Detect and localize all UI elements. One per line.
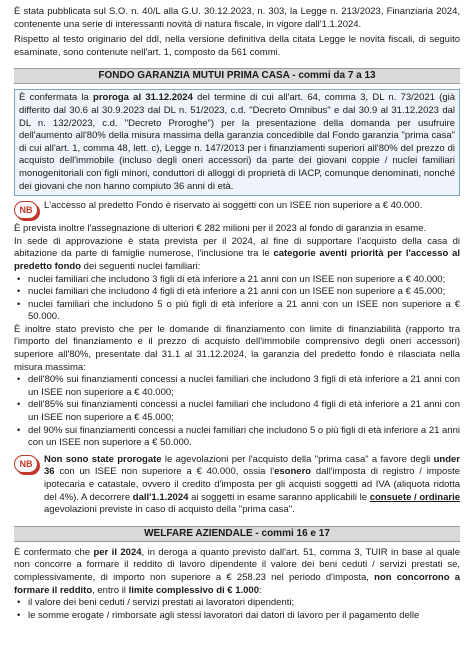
section-title-welfare: WELFARE AZIENDALE - commi 16 e 17: [14, 526, 460, 542]
nb2-bold-1: Non sono state prorogate: [44, 453, 162, 465]
nb2-text-1: le agevolazioni per l'acquisto della "prima casa" a favore degli: [161, 453, 434, 465]
list-item: • nuclei familiari che includono 5 o più figli di età inferiore a 21 anni con un ISEE non superiore a € 50.000.: [14, 299, 460, 324]
welfare-bold-2: non concorrono a formare il reddito: [14, 571, 460, 596]
nb2-bold-5: consuete / ordinarie: [369, 491, 460, 503]
nb-note-isee: [14, 200, 460, 219]
nb2-bold-2: under 36: [44, 453, 460, 478]
list-item: • nuclei familiari che includono 3 figli di età inferiore a 21 anni con un ISEE non superiore a € 40.000;: [14, 274, 460, 287]
proroga-paragraph: [19, 92, 455, 193]
priorita-text-2: dei seguenti nuclei familiari:: [81, 260, 201, 272]
nb2-bold-3: esonero: [274, 466, 312, 478]
welfare-text-1: È confermato che: [14, 546, 94, 558]
paragraph-limite-finanziabilita: È inoltre stato previsto che per le domande di finanziamento con limite di finanziabilità (rapporto tra l'importo del finanziamento e il prezzo di acquisto dell'immobile comprensivo degli oneri accessori) superiore all'80%, presentate dal 31.1 al 31.12.2024, la garanzia del predetto fondo è rilasciata nella misura massima:: [14, 323, 460, 373]
nb2-text-2: con un ISEE non superiore a € 40.000, ossia l': [54, 466, 275, 478]
welfare-text-2: , in deroga a quanto previsto dall'art. 51, comma 3, TUIR in base al quale non concorre a formare il reddito di lavoro dipendente il valore dei beni ceduti / servizi prestati se, complessivamente, di importo non superiore a € 258.23 nel periodo d'imposta,: [14, 546, 460, 583]
intro-paragraph-1: È stata pubblicata sul S.O. n. 40/L alla G.U. 30.12.2023, n. 303, la Legge n. 213/2023, Finanziaria 2024, contenente una serie di interessanti novità di natura fiscale, in vigore dall'1.1.2024.: [14, 6, 460, 30]
nb-under36-text: [44, 454, 460, 517]
welfare-text-4: :: [258, 584, 262, 596]
bullet-list-welfare: [14, 597, 460, 622]
nb2-bold-4: dall'1.1.2024: [132, 491, 189, 503]
paragraph-welfare: [14, 547, 460, 597]
bullet-list-garanzia: [14, 374, 460, 450]
nb2-text-4: ai soggetti in esame saranno applicabili le: [188, 491, 370, 503]
list-item: • il valore dei beni ceduti / servizi prestati ai lavoratori dipendenti;: [14, 597, 460, 610]
priorita-bold: categorie aventi priorità per l'accesso al predetto fondo: [14, 248, 461, 272]
bullet-list-nuclei: [14, 274, 460, 324]
nb2-text-3: dall'imposta di registro / imposte ipotecaria e catastale, ovvero il credito d'imposta per gli acquisti soggetti ad IVA (aliquota ridotta del 4%). A decorrere: [44, 466, 461, 503]
welfare-text-3: , entro il: [92, 584, 129, 596]
list-item: • nuclei familiari che includono 4 figli di età inferiore a 21 anni con un ISEE non superiore a € 45.000;: [14, 286, 460, 299]
nb-badge-icon: NB: [14, 201, 38, 219]
nb-note-text: L'accesso al predetto Fondo è riservato ai soggetti con un ISEE non superiore a € 40.000.: [44, 200, 423, 212]
section-title-fondo-garanzia: FONDO GARANZIA MUTUI PRIMA CASA - commi da 7 a 13: [14, 68, 460, 84]
nb-note-under36: [14, 454, 460, 517]
list-item: • dell'85% sui finanziamenti concessi a nuclei familiari che includono 4 figli di età inferiore a 21 anni con un ISEE non superiore a € 45.000;: [14, 399, 460, 424]
intro-paragraph-2: Rispetto al testo originario del ddl, nella versione definitiva della citata Legge le novità fiscali, di seguito esaminate, sono contenute nell'art. 1, composto da 561 commi.: [14, 34, 460, 58]
paragraph-assegnazione: È prevista inoltre l'assegnazione di ulteriori € 282 milioni per il 2023 al fondo di garanzia in esame.: [14, 223, 427, 235]
proroga-text-1: È confermata la: [19, 92, 94, 104]
highlight-box-proroga: [14, 89, 460, 196]
welfare-bold-1: per il 2024: [93, 546, 142, 558]
nb-badge-icon: NB: [14, 455, 38, 473]
list-item: • dell'80% sui finanziamenti concessi a nuclei familiari che includono 3 figli di età inferiore a 21 anni con un ISEE non superiore a € 40.000;: [14, 374, 460, 399]
priorita-text-1: In sede di approvazione è stata prevista per il 2024, al fine di supportare l'acquisto della casa di abitazione da parte di famiglie numerose, l'inclusione tra le: [14, 235, 460, 260]
list-item: • del 90% sui finanziamenti concessi a nuclei familiari che includono 5 o più figli di età inferiore a 21 anni con un ISEE non superiore a € 50.000.: [14, 425, 460, 450]
proroga-text-2: del termine di cui all'art. 64, comma 3, DL n. 73/2021 (già differito dal 30.6 al 30.9.2023 dal DL n. 51/2023, c.d. "Decreto Omnibus" e dal 30.9 al 31.12.2023 dal DL n. 132/2023, c.d. "Decreto Proroghe") per la presentazione della domanda per usufruire dell'aumento all'80% della misura massima della garanzia concedibile dal Fondo garanzia "prima casa" di cui all'art. 1, comma 48, lett. c), Legge n. 147/2013 per i finanziamenti superiori all'80% del prezzo di acquisto dell'immobile (incluso degli oneri accessori) da parte dei giovani coppie / nuclei familiari monogenitoriali con figli minori, conduttori di alloggi di proprietà di IACP, comunque denominati, nonché dei giovani che non hanno compiuto 36 anni di età.: [19, 92, 456, 192]
paragraph-priorita: [14, 236, 460, 274]
nb2-text-5: agevolazioni previste in caso di acquisto della "prima casa".: [44, 504, 295, 516]
welfare-bold-3: limite complessivo di € 1.000: [128, 584, 259, 596]
list-item: • le somme erogate / rimborsate agli stessi lavoratori dai datori di lavoro per il pagamento delle: [14, 610, 460, 623]
proroga-bold-date: proroga al 31.12.2024: [93, 92, 193, 104]
